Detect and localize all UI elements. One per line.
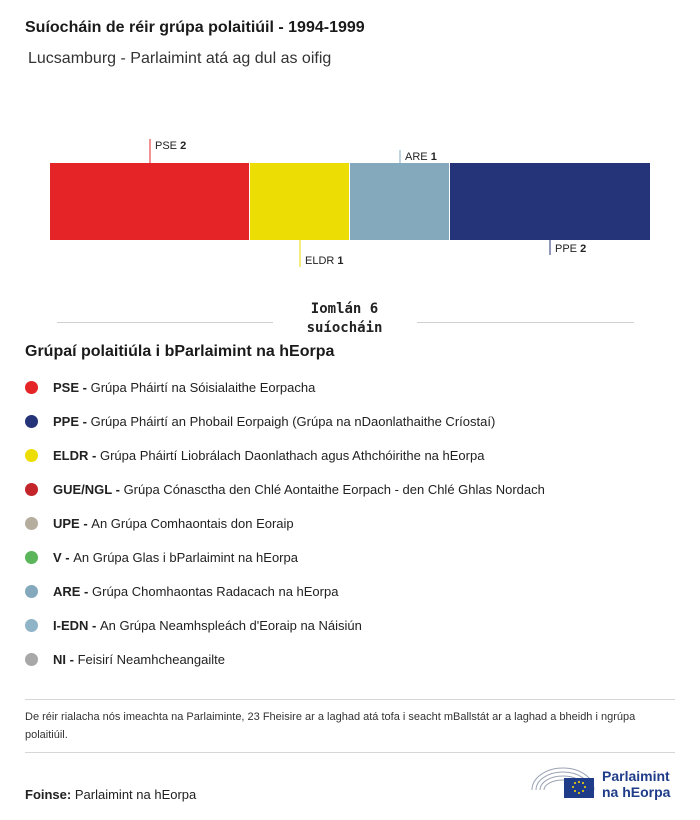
legend-label: Grúpa Chomhaontas Radacach na hEorpa [92,583,339,599]
logo-line1: Parlaimint [602,768,670,784]
footnote: De réir rialacha nós imeachta na Parlaiminte, 23 Fheisire ar a laghad atá tofa i seacht mBallstát ar a laghad a bheidh i ngrúpa polaitiúil. [25,711,636,741]
source-label: Foinse: [25,787,72,802]
legend-label: Feisirí Neamhcheangailte [77,651,225,667]
legend-item [25,404,675,438]
legend-item [25,370,675,404]
legend-color-dot [25,449,38,462]
legend-item [25,438,675,472]
legend-color-dot [25,415,38,428]
chart-title: Suíocháin de réir grúpa polaitiúil - 1994-1999 [25,19,365,36]
legend-color-dot [25,551,38,564]
source-text: Parlaimint na hEorpa [74,787,197,802]
legend-label: An Grúpa Glas i bParlaimint na hEorpa [73,549,298,565]
legend-abbr: PSE - [53,379,87,395]
legend-item [25,472,675,506]
source-line [25,787,196,802]
legend-item [25,540,675,574]
legend-color-dot [25,585,38,598]
legend-abbr: I-EDN - [53,617,97,633]
legend-abbr: UPE - [53,515,88,531]
legend [25,370,675,676]
legend-abbr: NI - [53,651,74,667]
total-seats-line1: Iomlán 6 [310,301,379,317]
total-seats [0,300,700,340]
legend-title: Grúpaí polaitiúla i bParlaimint na hEorpa [25,343,335,360]
total-seats-label [272,300,417,338]
total-seats-line2: suíocháin [306,320,383,336]
legend-label: Grúpa Pháirtí na Sóisialaithe Eorpacha [90,379,316,395]
legend-abbr: PPE - [53,413,87,429]
legend-item [25,574,675,608]
logo-line2: na hEorpa [602,784,671,800]
bar-segment-pse [50,163,249,240]
bar-label-pse: PSE 2 [155,140,187,152]
legend-abbr: ARE - [53,583,89,599]
legend-item [25,506,675,540]
bar-label-are: ARE 1 [405,151,437,163]
legend-abbr: ELDR - [53,447,97,463]
legend-label: Grúpa Pháirtí Liobrálach Daonlathach agus Athchóirithe na hEorpa [99,447,485,463]
logo-text [602,768,670,800]
stacked-seat-bar-chart [0,130,700,275]
legend-abbr: GUE/NGL - [53,481,120,497]
legend-label: An Grúpa Comhaontais don Eoraip [91,515,294,531]
legend-item [25,642,675,676]
legend-label: Grúpa Cónasctha den Chlé Aontaithe Eorpach - den Chlé Ghlas Nordach [123,481,545,497]
legend-label: An Grúpa Neamhspleách d'Eoraip na Náisiún [99,617,362,633]
total-divider-right [417,322,634,323]
legend-color-dot [25,483,38,496]
bar-label-eldr: ELDR 1 [305,255,344,267]
legend-item [25,608,675,642]
footer-divider-top [25,699,675,700]
footer-divider-bottom [25,752,675,753]
legend-abbr: V - [53,549,70,565]
legend-color-dot [25,619,38,632]
hemicycle-icon [530,760,600,802]
ep-logo [530,760,680,802]
legend-color-dot [25,517,38,530]
bar-label-ppe: PPE 2 [555,243,587,255]
bar-segment-ppe [450,163,650,240]
legend-color-dot [25,653,38,666]
chart-subtitle: Lucsamburg - Parlaimint atá ag dul as oifig [28,50,332,67]
total-divider-left [57,322,273,323]
legend-color-dot [25,381,38,394]
bar-segment-are [350,163,449,240]
bar-segment-eldr [250,163,349,240]
legend-label: Grúpa Pháirtí an Phobail Eorpaigh (Grúpa na nDaonlathaithe Críostaí) [90,413,496,429]
